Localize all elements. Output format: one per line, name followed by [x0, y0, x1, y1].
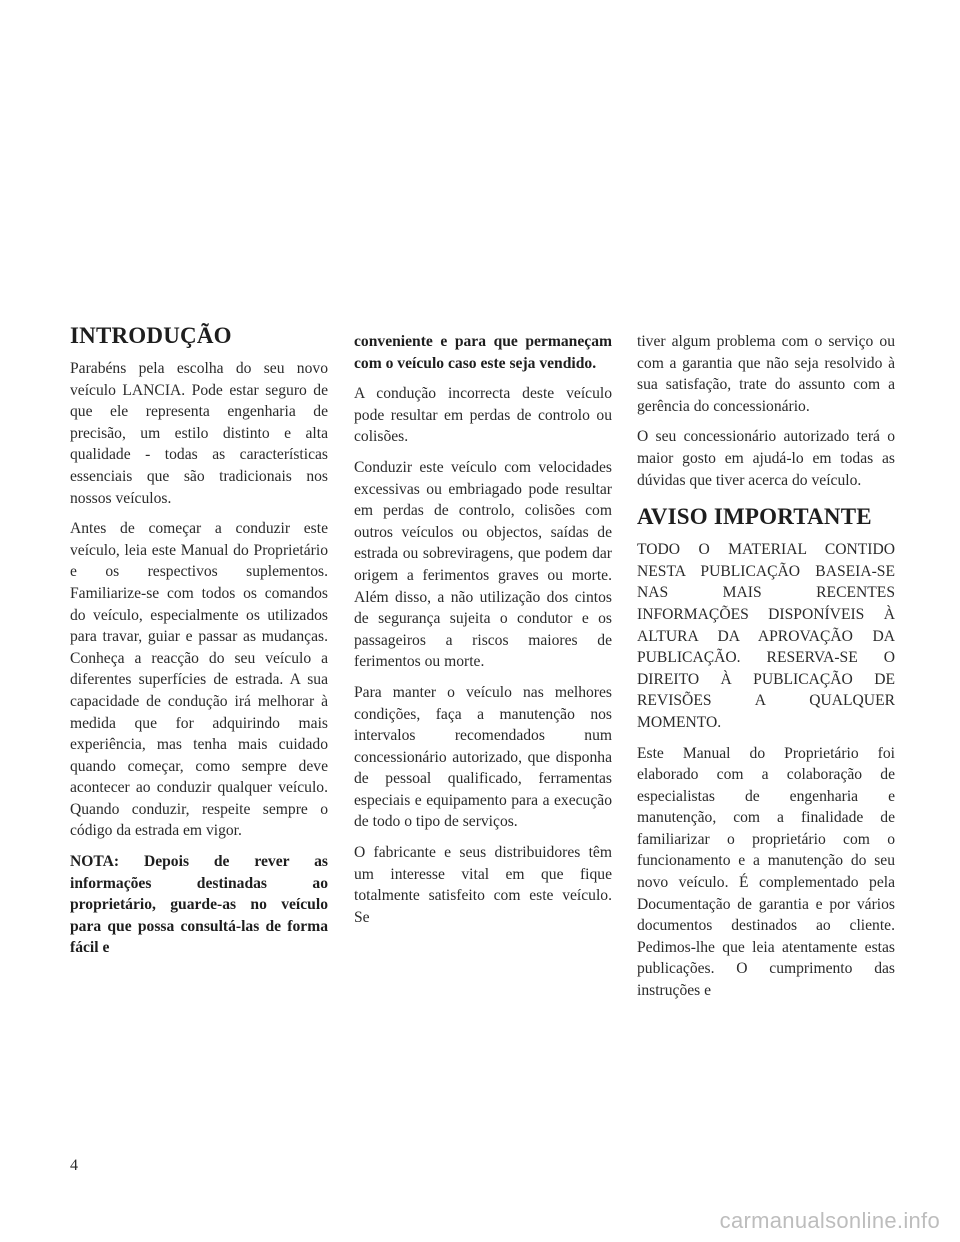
paragraph: Antes de começar a conduzir este veículo, leia este Manual do Proprietário e os respectivos suplementos. Familiarize-se com todos os comandos do veículo, especialmente os utilizados para travar, guiar e passar as mudanças. Conheça a reacção do seu veículo a diferentes superfícies de estrada. A sua capacidade de condução irá melhorar à medida que for adquirindo mais experiência, mas tenha mais cuidado quando começar, como sempre deve acontecer ao conduzir qualquer veículo. Quando conduzir, respeite sempre o código da estrada em vigor.: [70, 520, 328, 840]
section-heading-aviso-importante: AVISO IMPORTANTE: [637, 504, 872, 530]
note-paragraph: NOTA: Depois de rever as informações destinadas ao proprietário, guarde-as no veículo para que possa consultá-las de forma fácil e: [70, 853, 328, 957]
paragraph: Este Manual do Proprietário foi elaborado com a colaboração de especialistas de engenharia e manutenção, com a finalidade de familiarizar o proprietário com o funcionamento e a manutenção do seu novo veículo. É complementado pela Documentação de garantia e por vários documentos destinados ao cliente. Pedimos-lhe que leia atentamente estas publicações. O cumprimento das instruções e: [637, 744, 895, 1000]
paragraph: A condução incorrecta deste veículo pode resultar em perdas de controlo ou colisões.: [354, 385, 612, 446]
paragraph: O fabricante e seus distribuidores têm um interesse vital em que fique totalmente satisfeito com este veículo. Se: [354, 844, 612, 926]
column-middle: [354, 331, 612, 937]
paragraph: Conduzir este veículo com velocidades excessivas ou embriagado pode resultar em perdas de controlo, colisões com outros veículos ou objectos, saídas de estrada ou sobreviragens, que podem dar origem a ferimentos graves ou morte. Além disso, a não utilização dos cintos de segurança sujeita o condutor e os passageiros a riscos maiores de ferimentos ou morte.: [354, 458, 612, 671]
paragraph: O seu concessionário autorizado terá o maior gosto em ajudá-lo em todas as dúvidas que tiver acerca do veículo.: [637, 428, 895, 489]
note-paragraph-continued: conveniente e para que permaneçam com o veículo caso este seja vendido.: [354, 333, 612, 372]
paragraph: Para manter o veículo nas melhores condições, faça a manutenção nos intervalos recomendados num concessionário autorizado, que disponha de pessoal qualificado, ferramentas especiais e equipamento para a execução de todo o tipo de serviços.: [354, 683, 612, 831]
watermark-text: carmanualsonline.info: [719, 1208, 940, 1233]
paragraph: tiver algum problema com o serviço ou com a garantia que não seja resolvido à sua satisfação, trate do assunto com a gerência do concessionário.: [637, 333, 895, 415]
paragraph: Parabéns pela escolha do seu novo veículo LANCIA. Pode estar seguro de que ele representa engenharia de precisão, um estilo distinto e alta qualidade - todas as características essenciais que são tradicionais nos nossos veículos.: [70, 360, 328, 507]
section-heading-introducao: INTRODUÇÃO: [70, 323, 232, 348]
notice-paragraph: TODO O MATERIAL CONTIDO NESTA PUBLICAÇÃO BASEIA-SE NAS MAIS RECENTES INFORMAÇÕES DISPONÍVEIS À ALTURA DA APROVAÇÃO DA PUBLICAÇÃO. RESERVA-SE O DIREITO À PUBLICAÇÃO DE REVISÕES A QUALQUER MOMENTO.: [637, 541, 895, 731]
column-right: [637, 331, 895, 1011]
column-left: [70, 322, 328, 968]
page-number: 4: [70, 1157, 78, 1174]
